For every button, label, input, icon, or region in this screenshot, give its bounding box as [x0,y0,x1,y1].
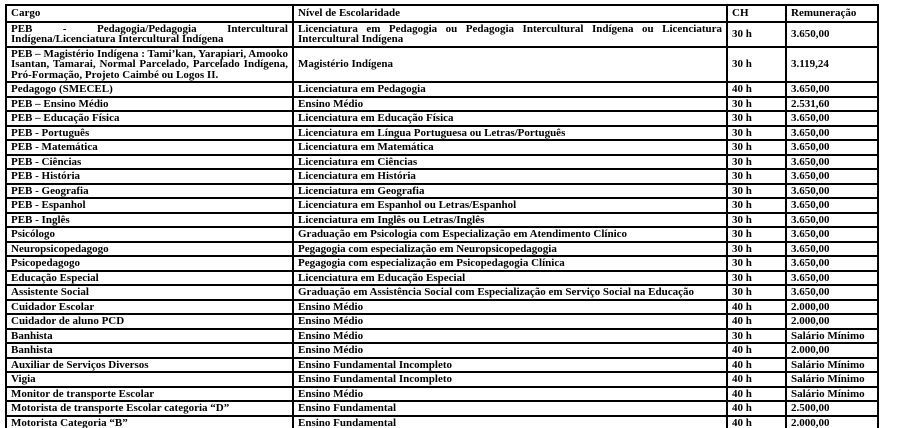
cell-remuneracao: 2.000,00 [786,314,878,329]
cell-ch: 40 h [727,82,786,97]
cell-remuneracao: 3.119,24 [786,47,878,83]
cell-remuneracao: 2.000,00 [786,343,878,358]
cell-escolaridade: Licenciatura em Ciências [293,155,727,170]
cell-escolaridade: Ensino Médio [293,314,727,329]
cell-cargo: PEB - Inglês [6,213,293,228]
cell-escolaridade: Licenciatura em Língua Portuguesa ou Letras/Português [293,126,727,141]
table-row [6,227,878,242]
cell-escolaridade: Ensino Fundamental Incompleto [293,372,727,387]
table-row [6,97,878,112]
cell-ch: 30 h [727,285,786,300]
cell-escolaridade: Licenciatura em Espanhol ou Letras/Espanhol [293,198,727,213]
cell-escolaridade: Ensino Médio [293,300,727,315]
cell-escolaridade: Ensino Médio [293,387,727,402]
cell-remuneracao: 3.650,00 [786,155,878,170]
column-header-escolaridade: Nível de Escolaridade [293,5,727,22]
cell-escolaridade: Pegagogia com especialização em Neuropsicopedagogia [293,242,727,257]
table-row [6,213,878,228]
cell-remuneracao: 3.650,00 [786,227,878,242]
cell-cargo: Neuropsicopedagogo [6,242,293,257]
cell-ch: 30 h [727,256,786,271]
cell-cargo: PEB - Geografia [6,184,293,199]
cell-remuneracao: 3.650,00 [786,256,878,271]
table-header-row [6,5,878,22]
table-row [6,198,878,213]
cell-ch: 30 h [727,242,786,257]
cell-cargo: PEB - Matemática [6,140,293,155]
cell-ch: 30 h [727,111,786,126]
cell-escolaridade: Licenciatura em Educação Física [293,111,727,126]
cell-ch: 40 h [727,314,786,329]
table-row [6,387,878,402]
cell-escolaridade: Pegagogia com especialização em Psicopedagogia Clínica [293,256,727,271]
cell-escolaridade: Ensino Fundamental Incompleto [293,358,727,373]
cell-escolaridade: Licenciatura em Inglês ou Letras/Inglês [293,213,727,228]
table-body [6,22,878,428]
cell-ch: 30 h [727,47,786,83]
table-row [6,256,878,271]
cell-cargo: Psicopedagogo [6,256,293,271]
cell-escolaridade: Magistério Indígena [293,47,727,83]
cell-remuneracao: 2.000,00 [786,416,878,428]
table-row [6,271,878,286]
cell-escolaridade: Ensino Fundamental [293,416,727,428]
cell-cargo: PEB - Português [6,126,293,141]
cell-escolaridade: Ensino Médio [293,329,727,344]
cell-ch: 30 h [727,329,786,344]
cell-ch: 30 h [727,169,786,184]
cell-ch: 40 h [727,372,786,387]
cell-remuneracao: 2.000,00 [786,300,878,315]
table-row [6,82,878,97]
cell-cargo: Monitor de transporte Escolar [6,387,293,402]
table-row [6,285,878,300]
cell-cargo: Banhista [6,329,293,344]
cell-remuneracao: Salário Mínimo [786,387,878,402]
table-row [6,111,878,126]
table-row [6,329,878,344]
cell-cargo: PEB - Ciências [6,155,293,170]
cell-remuneracao: 3.650,00 [786,285,878,300]
cell-remuneracao: 3.650,00 [786,140,878,155]
table-row [6,22,878,47]
table-row [6,372,878,387]
table-row [6,169,878,184]
cell-ch: 40 h [727,300,786,315]
cell-ch: 30 h [727,213,786,228]
cell-cargo: Motorista Categoria “B” [6,416,293,428]
cell-cargo: Assistente Social [6,285,293,300]
cell-ch: 30 h [727,22,786,47]
salary-positions-table [5,4,879,428]
cell-escolaridade: Licenciatura em Educação Especial [293,271,727,286]
table-row [6,314,878,329]
cell-ch: 30 h [727,97,786,112]
cell-ch: 30 h [727,140,786,155]
cell-remuneracao: 3.650,00 [786,213,878,228]
cell-remuneracao: 3.650,00 [786,169,878,184]
cell-remuneracao: Salário Mínimo [786,329,878,344]
table-row [6,140,878,155]
cell-remuneracao: 3.650,00 [786,111,878,126]
table-header [6,5,878,22]
cell-escolaridade: Licenciatura em Matemática [293,140,727,155]
cell-remuneracao: Salário Mínimo [786,358,878,373]
cell-cargo: Educação Especial [6,271,293,286]
cell-ch: 30 h [727,126,786,141]
column-header-remuneracao: Remuneração [786,5,878,22]
table-row [6,300,878,315]
table-row [6,184,878,199]
cell-cargo: Pedagogo (SMECEL) [6,82,293,97]
table-row [6,358,878,373]
cell-cargo: Vigia [6,372,293,387]
table-row [6,126,878,141]
table-row [6,401,878,416]
cell-ch: 30 h [727,227,786,242]
cell-escolaridade: Ensino Médio [293,343,727,358]
cell-cargo: PEB - Espanhol [6,198,293,213]
cell-remuneracao: 3.650,00 [786,22,878,47]
cell-ch: 40 h [727,343,786,358]
cell-remuneracao: 3.650,00 [786,184,878,199]
cell-cargo: Cuidador de aluno PCD [6,314,293,329]
cell-cargo: Cuidador Escolar [6,300,293,315]
cell-remuneracao: 3.650,00 [786,242,878,257]
cell-escolaridade: Licenciatura em Geografia [293,184,727,199]
cell-remuneracao: 3.650,00 [786,82,878,97]
cell-escolaridade: Ensino Fundamental [293,401,727,416]
table-row [6,343,878,358]
table-row [6,155,878,170]
cell-remuneracao: 3.650,00 [786,126,878,141]
cell-escolaridade: Licenciatura em História [293,169,727,184]
cell-escolaridade: Ensino Médio [293,97,727,112]
cell-ch: 30 h [727,198,786,213]
table-row [6,242,878,257]
cell-ch: 30 h [727,155,786,170]
cell-remuneracao: 2.500,00 [786,401,878,416]
cell-cargo: Banhista [6,343,293,358]
cell-ch: 30 h [727,184,786,199]
cell-cargo: Psicólogo [6,227,293,242]
cell-cargo: PEB - História [6,169,293,184]
cell-remuneracao: 3.650,00 [786,271,878,286]
cell-escolaridade: Licenciatura em Pedagogia [293,82,727,97]
cell-cargo: Auxiliar de Serviços Diversos [6,358,293,373]
cell-remuneracao: Salário Mínimo [786,372,878,387]
cell-remuneracao: 3.650,00 [786,198,878,213]
cell-cargo: PEB – Ensino Médio [6,97,293,112]
cell-ch: 40 h [727,387,786,402]
cell-ch: 30 h [727,271,786,286]
cell-cargo: PEB – Magistério Indígena : Tami’kan, Yarapiari, Amooko Isantan, Tamarai, Normal Parcelado, Parcelado Indígena, Pró-Formação, Projeto Caimbé ou Logos II. [6,47,293,83]
cell-cargo: Motorista de transporte Escolar categoria “D” [6,401,293,416]
column-header-cargo: Cargo [6,5,293,22]
cell-ch: 40 h [727,358,786,373]
cell-ch: 40 h [727,401,786,416]
cell-ch: 40 h [727,416,786,428]
cell-remuneracao: 2.531,60 [786,97,878,112]
column-header-ch: CH [727,5,786,22]
cell-cargo: PEB – Educação Física [6,111,293,126]
cell-escolaridade: Graduação em Psicologia com Especialização em Atendimento Clínico [293,227,727,242]
cell-escolaridade: Graduação em Assistência Social com Especialização em Serviço Social na Educação [293,285,727,300]
cell-cargo: PEB - Pedagogia/Pedagogia Intercultural Indígena/Licenciatura Intercultural Indígena [6,22,293,47]
cell-escolaridade: Licenciatura em Pedagogia ou Pedagogia Intercultural Indígena ou Licenciatura Intercultural Indígena [293,22,727,47]
table-row [6,416,878,428]
table-row [6,47,878,83]
